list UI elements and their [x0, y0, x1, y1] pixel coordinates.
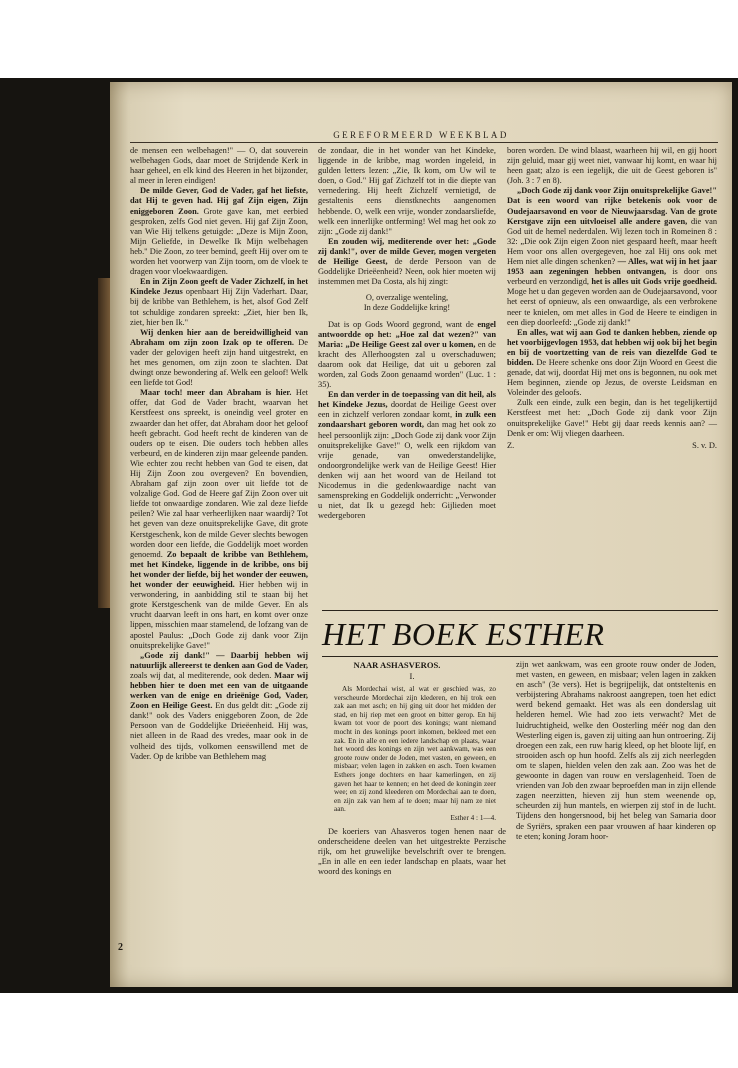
column-2	[318, 146, 496, 616]
col3-p2-text: die van God uit de hemel nederdalen. Wij lezen toch in Romeinen 8 : 32: „Die ook Zijn eigen Zoon niet gespaard heeft, maar heeft Hem voor ons allen overgegeven, hoe zal Hij ons ook met Hem niet alle dingen schenken?	[507, 216, 718, 267]
col2-p4-bold: En dan verder in de toepassing van dit heil, als het Kindeke Jezus,	[318, 390, 496, 410]
col2-p3-text: Dat is op Gods Woord gegrond, want de	[328, 319, 474, 329]
article-subtitle: NAAR ASHASVEROS.	[353, 660, 441, 670]
col3-p2-bold-2: — Alles, wat wij in het jaar 1953 aan zegeningen hebben ontvangen,	[507, 257, 718, 277]
col2-paragraph-2	[318, 237, 496, 287]
col2-p3-rest: en de kracht des Allerhoogsten zal u overschaduwen; daarom ook dat Heilige, dat uit u geboren zal worden, zal Gods Zoon genaamd worden" (Luc. 1 : 35).	[318, 339, 497, 390]
col3-p2-end: Moge het u dan gegeven worden aan de Oudejaarsavond, voor het eerst of opnieuw, als een onwaardige, als een verbrokene neer te knielen, om met alles in God de Heere te eindigen in een diep doorleefd: „Gode zij dank!"	[507, 287, 717, 327]
signature-left: Z.	[507, 440, 515, 450]
col1-paragraph-6	[130, 651, 308, 762]
scripture-reference: Esther 4 : 1—4.	[450, 813, 496, 822]
col2-p4-end: dan mag het ook zo heel persoonlijk zijn: „Doch Gode zij dank voor Zijn onuitsprekelijke Gave!" O, welk een rijkdom van vrije genade, van onwederstandelijke, ondoorgrondelijke werk van de Heilige Geest! Hier denken wij aan het woord van de Heiland tot Nicodemus in die gedenkwaardige nacht van samenspreking en Goddelijk onderricht: „Verwonder u niet, dat Ik u gezegd heb: Gijlieden moet wedergeboren	[318, 420, 496, 521]
header-rule	[130, 142, 718, 143]
article-column-left	[318, 660, 506, 978]
page-number: 2	[118, 942, 123, 953]
scripture-quote-text: Als Mordechai wist, al wat er geschied was, zo verscheurde Mordechai zijn klederen, en hij trok een zak aan met asch; en hij ging uit door het midden der stad, en hij riep met een groot en bitter gerop. En hij kwam tot voor de poort des konings; want niemand mocht in des konings poort inkomen, bekleed met een zak. En in alle en een iedere landschap en plaats, waar het woord des konings en zijn wet aankwam, was een groote rouw onder de Joden, met vasten, en geween, en misbaar; velen lagen in zakken en asch. Toen kwamen Esthers jonge dochters en haar kamerlingen, en zij gaven het haar te kennen; en het deed de koningin zeer wee; en zij zond kleederen om Mordechai aan te doen, en zijn zak van hem af te doen; maar hij nam ze niet aan.	[334, 685, 496, 814]
article-body-right: zijn wet aankwam, was een groote rouw onder de Joden, met vasten, en geween, en misbaar; velen lagen in zakken en asch" (3e vers). Het is begrijpelijk, dat ontsteltenis en verbijstering Abrahams nakroost aangrepen, toen het edict werd bekend gemaakt. Het was als een donderslag uit helderen hemel. Wie had zoo iets verwacht? Met de luidruchtigheid, welke den Oosterling méér nog dan den Westerling eigen is, gaven zij uiting aan hun ontroering. Zij droegen een zak, een ruw harig kleed, op het bloote lijf, en strooiden asch op hun hoofd. Zelfs als zij zich neerlegden om te slapen, hielden velen den zak aan. Zoo was het de gewoonte in dagen van rouw en verslagenheid. Toen de vrienden van Job den zwaar beproefden man in zijn ellende zagen neerzitten, hieven zij hun stem weenende op, scheurden zij hun mantels, en wierpen zij stof in de lucht. Tijdens den hongersnood, bij het beleg van Samaria door de Syriërs, spraken een paar vrouwen af haar kinderen op te eten; koning Joram hoor-	[516, 660, 716, 841]
col2-p4-bold-2: in zulk een zondaarshart geboren wordt,	[318, 410, 497, 430]
col1-p2-text: Grote gave kan, met eerbied gesproken, zelfs God niet geven. Hij gaf Zijn Zoon, van Wie Hij telkens getuigde: „Deze is Mijn Zoon, Mijn Geliefde, in Dewelke Ik Mijn welbehagen heb." Die Zoon, zo teer bemind, geeft Hij over om te worden het voorwerp van Zijn toorn, om de vloek te dragen voor vloekwaardigen.	[130, 206, 309, 277]
col1-p5-text: Het offer, dat God de Vader bracht, waarvan het Kerstfeest ons spreekt, is oneindig veel groter en zwaarder dan het offer, dat Abraham door het geloof heeft gebracht. God heeft recht de kinderen van de ouders op te eisen. Die ouders toch hebben alles verbeurd, en de kinderen zijn maar geleende panden. Wie echter zou recht hebben van God te eisen, dat Hij Zijn Zoon zou overgeven? En bovendien, Abraham gaf zijn zoon over uit liefde tot de volzalige God. God de Heere gaf Zijn Zoon over uit liefde tot onwaardige zondaren. Wie zal deze liefde peilen? Wie zal haar verheerlijken naar waardij? Tot het geven van deze onuitsprekelijke Gave, dit grote Kerstgeschenk, kon de milde Gever slechts bewogen worden door een liefde, die Goddelijk moet worden genoemd.	[130, 388, 309, 559]
col1-p2-bold: De milde Gever, God de Vader, gaf het liefste, dat Hij te geven had. Hij gaf Zijn eigen, Zijn eniggeboren Zoon.	[130, 186, 308, 216]
col1-p6-bold-2: Maar wij hebben hier te doen met een van de uitgaande werken van de enige en drieënige God, Vader, Zoon en Heilige Geest.	[130, 670, 309, 711]
col1-p3-bold: En in Zijn Zoon geeft de Vader Zichzelf, in het Kindeke Jezus	[130, 277, 308, 297]
col3-p3-bold: En alles, wat wij aan God te danken hebben, ziende op het voorbijgevlogen 1953, dat hebben wij ook bij het begin en bij de voortzetting van de reis van diezelfde God te bidden.	[507, 327, 717, 367]
col3-p2-mid: is door ons verbeurd en verzondigd,	[507, 267, 718, 287]
col2-p2-bold: En zouden wij, mediterende over het: „Gode zij dank!", over de milde Gever, mogen vergeten de Heilige Geest,	[318, 236, 496, 267]
col2-p3-bold: engel antwoordde op het: „Hoe zal dat wezen?" van Maria: „De Heilige Geest zal over u komen,	[318, 319, 496, 349]
col1-p6-text: zoals wij dat, al mediterende, ook deden.	[130, 670, 272, 680]
col3-p3-text: De Heere schenke ons door Zijn Woord en Geest die genade, dat wij, doordat Hij met ons is begonnen, nu ook met Hem beginnen, ziende op Jezus, de overste Leidsman en Voleinder des geloofs.	[507, 357, 717, 398]
article-title-rule	[322, 656, 718, 657]
col3-paragraph-4: Zulk een einde, zulk een begin, dan is het tegelijkertijd Kerstfeest met het: „Doch Gode zij dank voor Zijn onuitsprekelijke Gave!" Hebt gij daar reeds kennis aan? — Denk er om: Wij vliegen daarheen.	[507, 398, 717, 438]
poem-line-1: O, overzalige wenteling,	[365, 293, 449, 303]
col1-paragraph-5	[130, 388, 308, 650]
col1-p5-bold-2: Zo bepaalt de kribbe van Bethlehem, met het Kindeke, liggende in de kribbe, ons bij het wonder der liefde, bij het wonder der eeuwen, het wonder der eeuwigheid.	[130, 549, 308, 590]
col2-paragraph-1: de zondaar, die in het wonder van het Kindeke, liggende in de kribbe, mag worden ingeleid, in gulden letters lezen: „Zie, Ik kom, om Uw wil te doen, o God." Hij gaf Zichzelf tot in die diepte van vernedering. Hij heeft Zichzelf vernietigd, de gestaltenis eens dienstknechts aangenomen hebbende. O, welk een vrije, wonder zondaarsliefde, welk een innerlijke ontferming! Wel mag het ook zo zijn: „Gode zij dank!"	[318, 146, 496, 236]
signature-line	[507, 441, 717, 451]
da-costa-poem	[318, 293, 496, 313]
col2-paragraph-3	[318, 320, 496, 391]
scanned-page-background	[0, 78, 738, 993]
col3-p2-bold: „Doch Gode zij dank voor Zijn onuitsprekelijke Gave!" Dat is een woord van rijke betekenis ook voor de Oudejaarsavond en voor de Nieuwjaarsdag. Van de grote Kerstgave zijn een uitvloeisel alle andere gaven,	[507, 186, 717, 226]
col1-paragraph-4	[130, 328, 308, 389]
column-1	[130, 146, 308, 924]
col1-p5-end: Hier hebben wij in verwondering, in aanbidding stil te staan bij het grote Kerstgeschenk van de milde Gever. En als vrucht daarvan leeft in ons hart, en komt over onze lippen, misschien maar stamelend, de lofzang van de apostel Paulus: „Doch Gode zij dank voor Zijn onuitsprekelijke Gave!"	[130, 580, 309, 650]
col2-paragraph-4	[318, 390, 496, 521]
col2-p4-text: doordat de Heilige Geest over een in zichzelf verloren zondaar komt,	[318, 400, 496, 420]
col1-paragraph-3	[130, 277, 308, 327]
col1-paragraph-2	[130, 186, 308, 277]
col3-p2-bold-3: het is alles uit Gods vrije goedheid.	[591, 277, 718, 287]
newspaper-page	[110, 82, 732, 987]
scripture-quote	[318, 685, 506, 823]
article-top-rule	[322, 610, 718, 611]
col3-paragraph-2	[507, 186, 717, 327]
col1-p6-bold: „Gode zij dank!" — Daarbij hebben wij natuurlijk allereerst te denken aan God de Vader,	[130, 650, 308, 670]
col3-paragraph-3	[507, 328, 717, 399]
col1-p4-bold: Wij denken hier aan de bereidwilligheid van Abraham om zijn zoon Izak op te offeren.	[130, 327, 308, 347]
col2-p2-text: de derde Persoon van de Goddelijke Drieëenheid? Neen, ook hier moeten wij instemmen met Da Costa, als hij zingt:	[318, 257, 496, 287]
article-part-numeral: I.	[409, 671, 415, 681]
article-body-left: De koeriers van Ahasveros togen henen naar de onderscheidene deelen van het uitgestrekte Perzische rijk, om het gruwelijke bevelschrift over te brengen. „En in alle en een ieder landschap en plaats, waar het woord des konings en	[318, 826, 506, 876]
col3-paragraph-1: boren worden. De wind blaast, waarheen hij wil, en gij hoort zijn geluid, maar gij weet niet, vanwaar hij komt, en waar hij heen gaat; alzo is een iegelijk, die uit de Geest geboren is" (Joh. 3 : 7 en 8).	[507, 146, 717, 186]
article-column-right	[516, 660, 716, 978]
col1-p4-text: De vader der gelovigen heeft zijn hand uitgestrekt, en het mes genomen, om zijn zoon te slachten. Dat dwingt onze bewondering af. Welk een geloof! Welk een liefde tot God!	[130, 337, 309, 388]
col1-p5-bold: Maar toch! meer dan Abraham is hier.	[140, 388, 292, 398]
col1-p6-end: En dus geldt dit: „Gode zij dank!" ook des Vaders eniggeboren Zoon, de 2de Persoon van de Goddelijke Drieëenheid. Hij was, niet alleen in de Raad des vredes, maar ook in de volheid des tijds, volkomen eenswillend met de Vader. Op de kribbe van Bethlehem mag	[130, 701, 308, 761]
signature-right: S. v. D.	[692, 440, 717, 450]
column-3	[507, 146, 717, 616]
poem-line-2: In deze Goddelijke kring!	[363, 303, 451, 313]
col1-paragraph-1: de mensen een welbehagen!" — O, dat souverein welbehagen Gods, daar moet de Strijdende Kerk in haar geheel, en elk kind des Heeren in het bijzonder, al meer in leren eindigen!	[130, 146, 308, 186]
col1-p3-text: openbaart Hij Zijn Vaderhart. Daar, bij de kribbe van Bethlehem, is het, alsof God Zelf tot schuldige zondaren spreekt: „Ziet, hier ben Ik, ziet, hier ben Ik."	[130, 287, 308, 327]
article-title: HET BOEK ESTHER	[322, 616, 605, 652]
page-header: GEREFORMEERD WEEKBLAD	[333, 130, 509, 140]
